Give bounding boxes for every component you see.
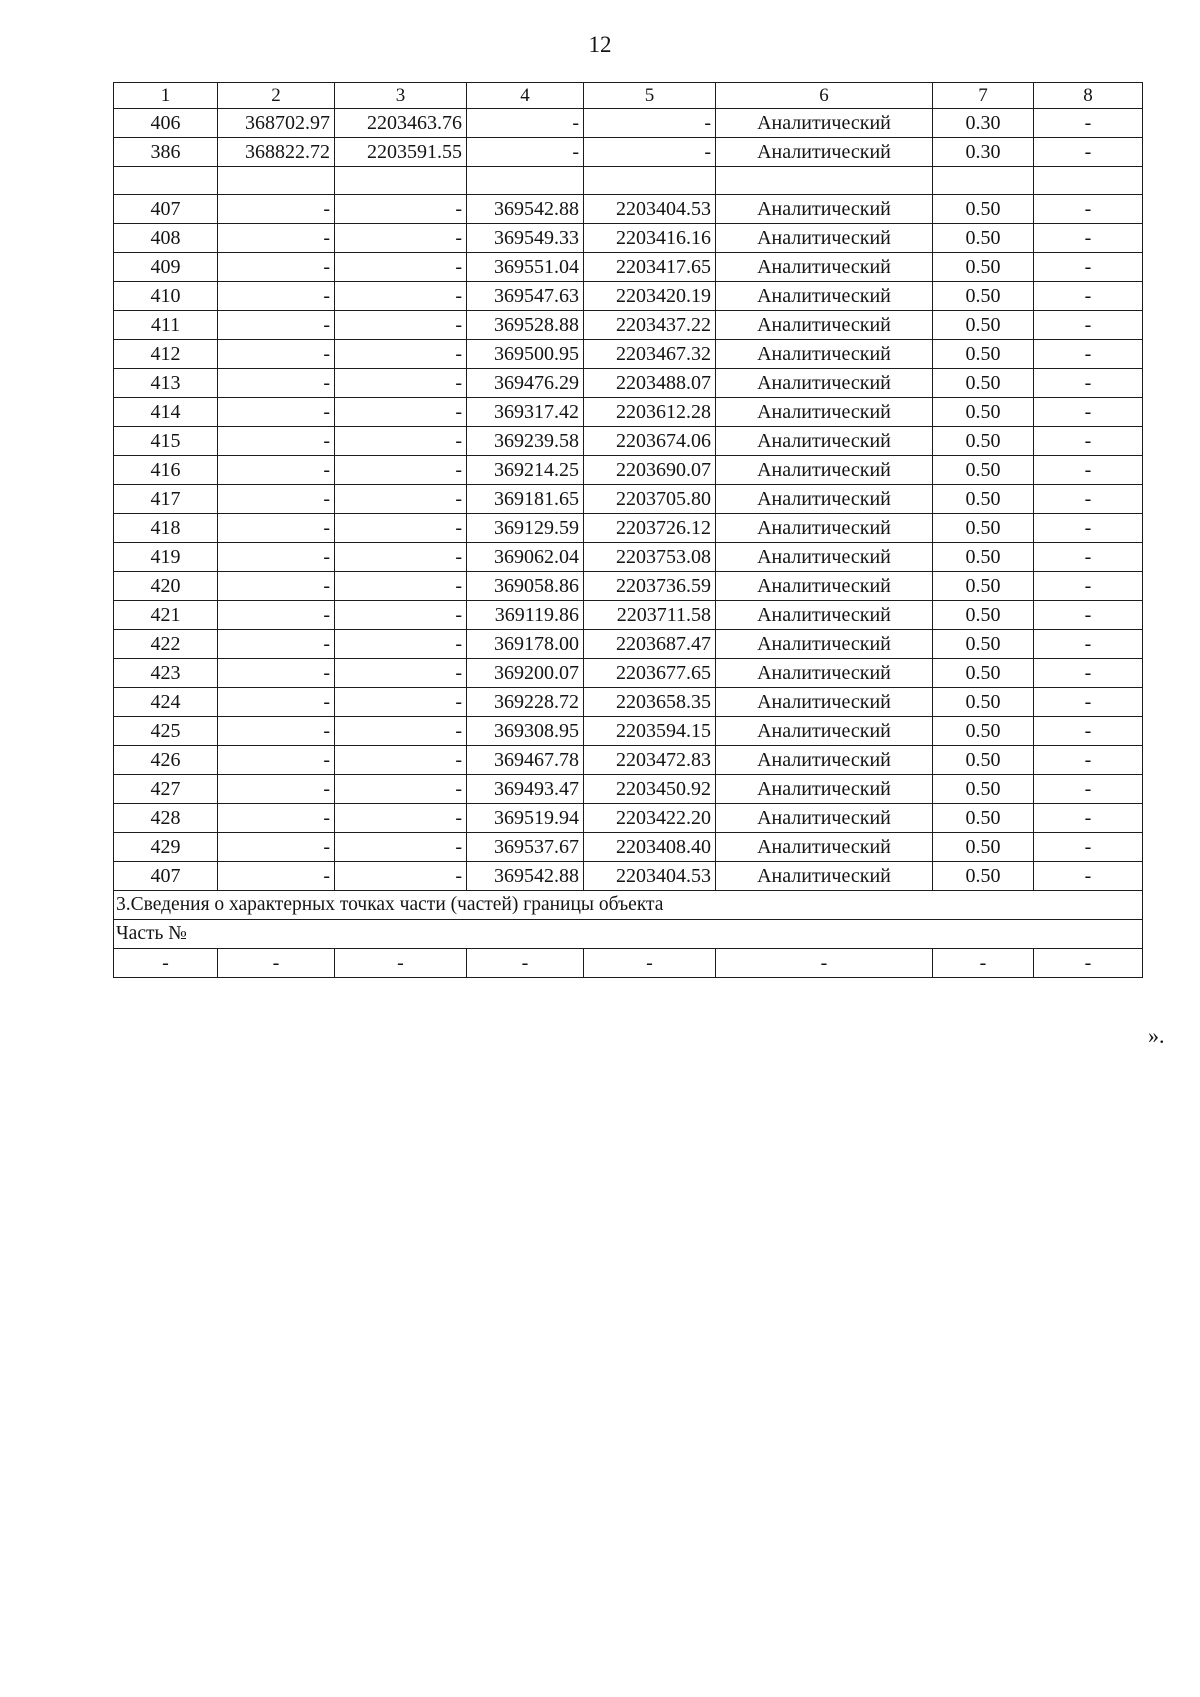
table-cell: -: [1034, 456, 1143, 485]
table-cell: 369119.86: [467, 601, 584, 630]
header-row: [114, 83, 1143, 109]
table-cell: -: [218, 369, 335, 398]
table-cell: -: [335, 572, 467, 601]
table-row: [114, 253, 1143, 282]
table-cell: 0.50: [933, 369, 1034, 398]
table-cell: -: [335, 949, 467, 978]
table-cell: -: [1034, 224, 1143, 253]
table-cell: -: [1034, 688, 1143, 717]
table-cell: 0.50: [933, 398, 1034, 427]
section-title-row: [114, 891, 1143, 920]
table-row: [114, 862, 1143, 891]
table-cell: 416: [114, 456, 218, 485]
table-cell: 2203467.32: [584, 340, 716, 369]
table-cell: 2203677.65: [584, 659, 716, 688]
table-cell: 0.50: [933, 456, 1034, 485]
table-cell: 0.50: [933, 340, 1034, 369]
table-cell: Аналитический: [716, 804, 933, 833]
table-cell: 368822.72: [218, 138, 335, 167]
table-row: [114, 485, 1143, 514]
table-cell: 369528.88: [467, 311, 584, 340]
table-cell: -: [218, 253, 335, 282]
table-cell: 368702.97: [218, 109, 335, 138]
table-cell: Аналитический: [716, 109, 933, 138]
table-cell: -: [1034, 340, 1143, 369]
table-cell: Аналитический: [716, 195, 933, 224]
table-cell: 369200.07: [467, 659, 584, 688]
table-cell: 2203705.80: [584, 485, 716, 514]
table-cell: 406: [114, 109, 218, 138]
table-cell: -: [218, 601, 335, 630]
table-cell: 386: [114, 138, 218, 167]
table-cell: -: [1034, 543, 1143, 572]
table-cell: -: [335, 688, 467, 717]
table-cell: [467, 167, 584, 195]
table-cell: 0.50: [933, 543, 1034, 572]
table-cell: Аналитический: [716, 572, 933, 601]
table-cell: -: [335, 485, 467, 514]
table-cell: -: [1034, 253, 1143, 282]
table-cell: 0.30: [933, 138, 1034, 167]
table-cell: 369519.94: [467, 804, 584, 833]
table-cell: -: [335, 195, 467, 224]
table-cell: 369493.47: [467, 775, 584, 804]
table-cell: 408: [114, 224, 218, 253]
table-cell: -: [335, 311, 467, 340]
table-cell: -: [1034, 138, 1143, 167]
table-cell: -: [218, 195, 335, 224]
table-cell: -: [1034, 427, 1143, 456]
table-cell: -: [114, 949, 218, 978]
table-cell: 2203488.07: [584, 369, 716, 398]
table-cell: -: [467, 949, 584, 978]
table-cell: -: [1034, 398, 1143, 427]
table-cell: -: [1034, 804, 1143, 833]
table-cell: 0.50: [933, 572, 1034, 601]
table-cell: -: [218, 572, 335, 601]
part-label-row: [114, 920, 1143, 949]
table-cell: 410: [114, 282, 218, 311]
table-cell: -: [1034, 485, 1143, 514]
table-row: [114, 543, 1143, 572]
table-row: [114, 833, 1143, 862]
table-cell: -: [335, 282, 467, 311]
table-cell: Аналитический: [716, 427, 933, 456]
column-header: 3: [335, 83, 467, 109]
table-cell: -: [1034, 775, 1143, 804]
table-cell: -: [218, 543, 335, 572]
table-cell: 369467.78: [467, 746, 584, 775]
table-cell: -: [1034, 311, 1143, 340]
table-cell: 2203404.53: [584, 195, 716, 224]
table-cell: 2203591.55: [335, 138, 467, 167]
table-cell: -: [467, 109, 584, 138]
table-cell: 422: [114, 630, 218, 659]
table-cell: 421: [114, 601, 218, 630]
column-header: 5: [584, 83, 716, 109]
table-cell: Аналитический: [716, 630, 933, 659]
table-cell: 0.50: [933, 485, 1034, 514]
table-cell: -: [218, 427, 335, 456]
table-cell: -: [1034, 601, 1143, 630]
table-cell: -: [1034, 369, 1143, 398]
table-cell: -: [716, 949, 933, 978]
table-cell: -: [218, 717, 335, 746]
table-cell: 407: [114, 862, 218, 891]
table-cell: -: [335, 398, 467, 427]
table-cell: 413: [114, 369, 218, 398]
column-header: 7: [933, 83, 1034, 109]
table-cell: Аналитический: [716, 282, 933, 311]
table-cell: 369549.33: [467, 224, 584, 253]
table-cell: -: [1034, 282, 1143, 311]
table-cell: -: [218, 485, 335, 514]
table-row: [114, 659, 1143, 688]
table-cell: 369239.58: [467, 427, 584, 456]
table-cell: Аналитический: [716, 340, 933, 369]
table-cell: 2203726.12: [584, 514, 716, 543]
table-cell: -: [218, 282, 335, 311]
table-cell: 2203416.16: [584, 224, 716, 253]
table-cell: Аналитический: [716, 659, 933, 688]
table-cell: 2203404.53: [584, 862, 716, 891]
table-cell: [114, 167, 218, 195]
table-cell: 420: [114, 572, 218, 601]
column-header: 2: [218, 83, 335, 109]
column-header: 8: [1034, 83, 1143, 109]
table-cell: -: [218, 514, 335, 543]
table-cell: Аналитический: [716, 138, 933, 167]
table-row: [114, 572, 1143, 601]
table-cell: -: [335, 456, 467, 485]
table-cell: 0.30: [933, 109, 1034, 138]
table-row: [114, 311, 1143, 340]
table-cell: -: [218, 398, 335, 427]
table-row: [114, 340, 1143, 369]
table-cell: 369308.95: [467, 717, 584, 746]
table-cell: 417: [114, 485, 218, 514]
table-cell: -: [1034, 862, 1143, 891]
table-cell: 0.50: [933, 659, 1034, 688]
table-cell: -: [1034, 659, 1143, 688]
table-cell: -: [218, 224, 335, 253]
table-cell: -: [335, 862, 467, 891]
table-cell: 414: [114, 398, 218, 427]
closing-quote-mark: ».: [1148, 1023, 1165, 1048]
table-cell: Аналитический: [716, 688, 933, 717]
column-header: 1: [114, 83, 218, 109]
part-label: Часть №: [114, 920, 1143, 949]
table-cell: 2203472.83: [584, 746, 716, 775]
table-row: [114, 717, 1143, 746]
table-cell: [1034, 167, 1143, 195]
table-cell: 369551.04: [467, 253, 584, 282]
table-cell: 425: [114, 717, 218, 746]
table-cell: 0.50: [933, 311, 1034, 340]
table-cell: 369317.42: [467, 398, 584, 427]
part-row: [114, 949, 1143, 978]
table-row: [114, 514, 1143, 543]
table-cell: 0.50: [933, 427, 1034, 456]
table-cell: 369214.25: [467, 456, 584, 485]
table-cell: 0.50: [933, 514, 1034, 543]
table-cell: 415: [114, 427, 218, 456]
table-cell: -: [218, 949, 335, 978]
table-cell: 369547.63: [467, 282, 584, 311]
table-cell: -: [933, 949, 1034, 978]
table-cell: 2203450.92: [584, 775, 716, 804]
table-cell: 2203612.28: [584, 398, 716, 427]
table-row: [114, 138, 1143, 167]
table-row: [114, 224, 1143, 253]
table-cell: -: [335, 224, 467, 253]
table-cell: 2203437.22: [584, 311, 716, 340]
table-cell: 2203420.19: [584, 282, 716, 311]
table-cell: Аналитический: [716, 514, 933, 543]
table-cell: 0.50: [933, 833, 1034, 862]
table-cell: -: [1034, 717, 1143, 746]
boundary-points-table: [113, 82, 1143, 978]
table-cell: 419: [114, 543, 218, 572]
table-cell: 2203417.65: [584, 253, 716, 282]
table-cell: 2203674.06: [584, 427, 716, 456]
table-cell: -: [1034, 514, 1143, 543]
table-cell: 369129.59: [467, 514, 584, 543]
table-cell: 2203736.59: [584, 572, 716, 601]
table-row: [114, 688, 1143, 717]
table-cell: -: [218, 688, 335, 717]
table-row: [114, 369, 1143, 398]
table-cell: -: [1034, 833, 1143, 862]
table-cell: -: [218, 746, 335, 775]
table-cell: -: [584, 138, 716, 167]
table-row: [114, 109, 1143, 138]
table-cell: 426: [114, 746, 218, 775]
table-row: [114, 195, 1143, 224]
table-cell: 369542.88: [467, 195, 584, 224]
table-cell: -: [335, 340, 467, 369]
table-cell: -: [218, 630, 335, 659]
table-cell: 369178.00: [467, 630, 584, 659]
table-cell: 411: [114, 311, 218, 340]
table-cell: 407: [114, 195, 218, 224]
table-row: [114, 456, 1143, 485]
table-row: [114, 804, 1143, 833]
table-cell: 369181.65: [467, 485, 584, 514]
table-cell: 369542.88: [467, 862, 584, 891]
table-row: [114, 630, 1143, 659]
table-cell: 427: [114, 775, 218, 804]
table-cell: 0.50: [933, 630, 1034, 659]
table-cell: 0.50: [933, 253, 1034, 282]
page-number: 12: [588, 32, 612, 57]
table-cell: 0.50: [933, 746, 1034, 775]
table-cell: -: [218, 456, 335, 485]
table-cell: -: [584, 949, 716, 978]
table-cell: -: [335, 804, 467, 833]
table-cell: -: [218, 833, 335, 862]
table-cell: 423: [114, 659, 218, 688]
table-cell: Аналитический: [716, 369, 933, 398]
table-cell: 0.50: [933, 862, 1034, 891]
table-cell: 418: [114, 514, 218, 543]
table-cell: -: [1034, 746, 1143, 775]
table-row: [114, 167, 1143, 195]
table-cell: -: [218, 775, 335, 804]
table-row: [114, 746, 1143, 775]
table-cell: -: [335, 746, 467, 775]
table-cell: -: [335, 630, 467, 659]
table-cell: 2203594.15: [584, 717, 716, 746]
table-cell: -: [218, 659, 335, 688]
table-cell: 2203753.08: [584, 543, 716, 572]
table-cell: 2203463.76: [335, 109, 467, 138]
column-header: 6: [716, 83, 933, 109]
table-cell: -: [1034, 630, 1143, 659]
table-cell: 424: [114, 688, 218, 717]
table-row: [114, 282, 1143, 311]
table-cell: -: [335, 253, 467, 282]
table-cell: Аналитический: [716, 224, 933, 253]
table-cell: -: [1034, 572, 1143, 601]
table-cell: -: [218, 340, 335, 369]
table-cell: -: [335, 369, 467, 398]
table-cell: 369537.67: [467, 833, 584, 862]
table-cell: 0.50: [933, 282, 1034, 311]
table-cell: 0.50: [933, 717, 1034, 746]
table-cell: -: [584, 109, 716, 138]
table-cell: Аналитический: [716, 862, 933, 891]
table-row: [114, 398, 1143, 427]
table-cell: -: [335, 427, 467, 456]
table-row: [114, 601, 1143, 630]
table-cell: 369476.29: [467, 369, 584, 398]
table-cell: 0.50: [933, 804, 1034, 833]
table-cell: 429: [114, 833, 218, 862]
section-title: 3.Сведения о характерных точках части (частей) границы объекта: [114, 891, 1143, 920]
table-cell: 0.50: [933, 688, 1034, 717]
table-cell: 369228.72: [467, 688, 584, 717]
table-cell: Аналитический: [716, 253, 933, 282]
table-cell: Аналитический: [716, 456, 933, 485]
table-cell: -: [1034, 109, 1143, 138]
table-cell: 2203687.47: [584, 630, 716, 659]
table-cell: -: [335, 543, 467, 572]
table-cell: 428: [114, 804, 218, 833]
table-cell: Аналитический: [716, 775, 933, 804]
table-cell: 0.50: [933, 195, 1034, 224]
table-row: [114, 775, 1143, 804]
table-cell: Аналитический: [716, 311, 933, 340]
table-cell: [218, 167, 335, 195]
table-cell: [584, 167, 716, 195]
table-cell: 369500.95: [467, 340, 584, 369]
table-cell: 0.50: [933, 775, 1034, 804]
table-cell: 2203408.40: [584, 833, 716, 862]
table-cell: 2203422.20: [584, 804, 716, 833]
table-cell: 2203711.58: [584, 601, 716, 630]
table-body: [114, 83, 1143, 978]
table-cell: Аналитический: [716, 746, 933, 775]
table-cell: 0.50: [933, 224, 1034, 253]
table-cell: -: [335, 833, 467, 862]
table-cell: 369058.86: [467, 572, 584, 601]
table-cell: 369062.04: [467, 543, 584, 572]
table-cell: -: [335, 775, 467, 804]
table-cell: 2203658.35: [584, 688, 716, 717]
table-cell: -: [335, 601, 467, 630]
table-cell: -: [218, 311, 335, 340]
table-cell: -: [467, 138, 584, 167]
table-cell: [933, 167, 1034, 195]
table-cell: -: [335, 514, 467, 543]
table-cell: -: [1034, 195, 1143, 224]
table-cell: Аналитический: [716, 543, 933, 572]
table-cell: -: [335, 659, 467, 688]
table-row: [114, 427, 1143, 456]
table-cell: Аналитический: [716, 601, 933, 630]
table-cell: Аналитический: [716, 398, 933, 427]
table-cell: Аналитический: [716, 833, 933, 862]
table-cell: [716, 167, 933, 195]
table-cell: Аналитический: [716, 485, 933, 514]
column-header: 4: [467, 83, 584, 109]
table-cell: 412: [114, 340, 218, 369]
table-cell: Аналитический: [716, 717, 933, 746]
table-cell: -: [1034, 949, 1143, 978]
table-cell: -: [335, 717, 467, 746]
table-cell: [335, 167, 467, 195]
table-cell: 409: [114, 253, 218, 282]
table-cell: 0.50: [933, 601, 1034, 630]
table-cell: -: [218, 804, 335, 833]
table-cell: 2203690.07: [584, 456, 716, 485]
table-cell: -: [218, 862, 335, 891]
